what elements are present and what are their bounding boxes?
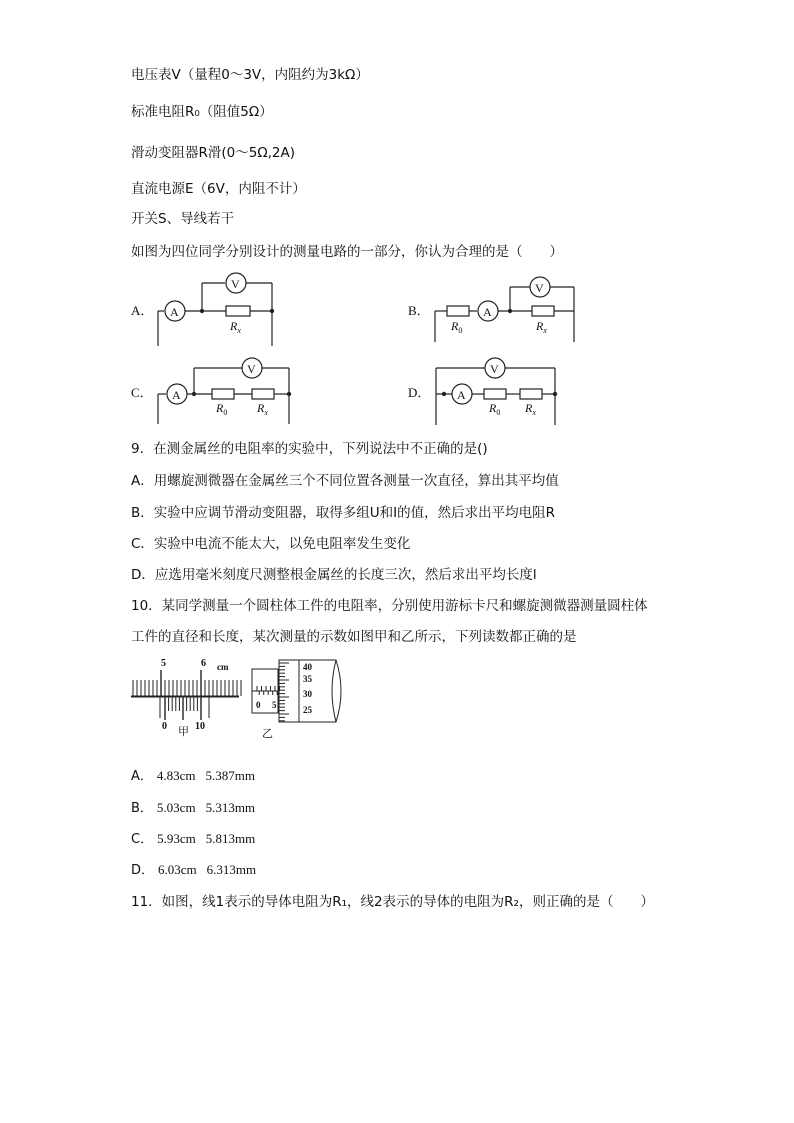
svg-text:A: A	[170, 305, 179, 319]
svg-text:Rx: $R_x$	[536, 319, 547, 335]
svg-text:V: V	[231, 277, 240, 291]
caliper-main-5: 5	[161, 658, 166, 669]
svg-text:0: 0	[256, 700, 261, 710]
svg-text:25: 25	[303, 705, 312, 715]
material-standard-resistor: 标准电阻R₀（阻值5Ω）	[131, 104, 273, 120]
q10-stem-line2: 工件的直径和长度，某次测量的示数如图甲和乙所示，下列读数都正确的是	[131, 629, 577, 645]
q9-stem: 9．在测金属丝的电阻率的实验中，下列说法中不正确的是()	[131, 441, 488, 457]
material-power: 直流电源E（6V，内阻不计）	[131, 181, 306, 197]
q10-option-c: C． 5.93cm 5.813mm	[131, 831, 256, 847]
svg-text:A: A	[457, 388, 466, 402]
svg-text:Rx: $R_x$	[230, 319, 241, 335]
micrometer-caption: 乙	[262, 728, 273, 740]
caliper-unit: cm	[217, 662, 229, 672]
svg-text:30: 30	[303, 689, 312, 699]
circuit-a-label: A．	[131, 303, 154, 318]
caliper-vernier-0: 0	[162, 721, 167, 732]
svg-text:35: 35	[303, 674, 312, 684]
svg-text:40: 40	[303, 662, 312, 672]
svg-text:A: A	[483, 305, 492, 319]
circuit-c-label: C．	[131, 385, 153, 400]
q9-option-d: D．应选用毫米刻度尺测整根金属丝的长度三次，然后求出平均长度l	[131, 567, 537, 583]
svg-text:V: V	[490, 362, 499, 376]
svg-text:5: 5	[272, 700, 277, 710]
svg-text:Rx: $R_x$	[525, 401, 536, 417]
svg-text:R0: $R_0$	[216, 401, 228, 417]
micrometer	[252, 660, 341, 722]
q9-option-b: B．实验中应调节滑动变阻器，取得多组U和I的值，然后求出平均电阻R	[131, 505, 556, 521]
material-switch: 开关S、导线若干	[131, 211, 235, 227]
q10-option-a: A． 4.83cm 5.387mm	[131, 768, 256, 784]
q10-stem-line1: 10．某同学测量一个圆柱体工件的电阻率，分别使用游标卡尺和螺旋测微器测量圆柱体	[131, 598, 648, 614]
circuit-b-label: B．	[408, 303, 430, 318]
q9-option-c: C．实验中电流不能太大，以免电阻率发生变化	[131, 536, 411, 552]
q10-option-d: D． 6.03cm 6.313mm	[131, 862, 257, 878]
q8-stem: 如图为四位同学分别设计的测量电路的一部分，你认为合理的是（ ）	[131, 244, 563, 260]
q9-option-a: A．用螺旋测微器在金属丝三个不同位置各测量一次直径，算出其平均值	[131, 473, 559, 489]
svg-text:A: A	[172, 388, 181, 402]
vernier-caliper	[131, 670, 241, 720]
caliper-vernier-10: 10	[195, 721, 205, 732]
q10-option-b: B． 5.03cm 5.313mm	[131, 800, 256, 816]
svg-text:Rx: $R_x$	[257, 401, 268, 417]
material-voltmeter: 电压表V（量程0～3V，内阻约为3kΩ）	[131, 67, 369, 83]
material-rheostat: 滑动变阻器R滑(0～5Ω,2A)	[131, 145, 296, 161]
svg-text:R0: $R_0$	[451, 319, 463, 335]
svg-text:V: V	[535, 281, 544, 295]
circuit-d-label: D．	[408, 385, 431, 400]
caliper-main-6: 6	[201, 658, 206, 669]
svg-text:R0: $R_0$	[489, 401, 501, 417]
svg-text:V: V	[247, 362, 256, 376]
q11-stem: 11．如图，线1表示的导体电阻为R₁，线2表示的导体的电阻为R₂，则正确的是（ ）	[131, 894, 654, 910]
caliper-caption: 甲	[178, 726, 189, 738]
